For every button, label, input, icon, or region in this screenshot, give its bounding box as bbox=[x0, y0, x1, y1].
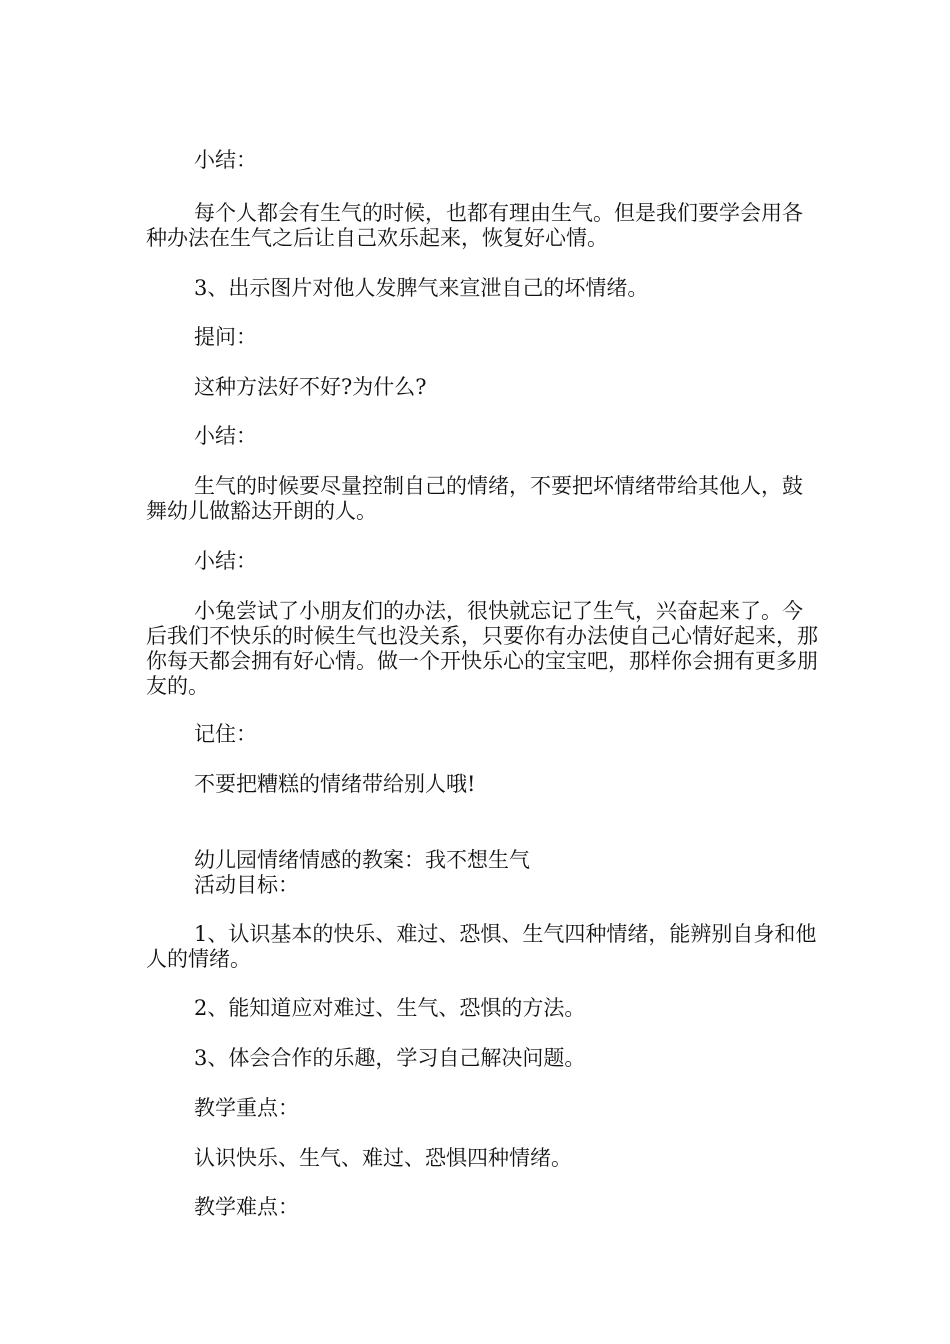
paragraph-objective-3: 3、体会合作的乐趣，学习自己解决问题。 bbox=[194, 1046, 586, 1070]
paragraph-objective-2: 2、能知道应对难过、生气、恐惧的方法。 bbox=[194, 996, 586, 1020]
paragraph-summary-1: 每个人都会有生气的时候，也都有理由生气。但是我们要学会用各种办法在生气之后让自己欢乐起来，恢复好心情。 bbox=[146, 201, 803, 250]
paragraph-summary-3: 小兔尝试了小朋友们的办法，很快就忘记了生气，兴奋起来了。今后我们不快乐的时候生气也没关系，只要你有办法使自己心情好起来，那你每天都会拥有好心情。做一个开快乐心的宝宝吧，那样你会拥有更多朋友的。 bbox=[146, 599, 818, 698]
paragraph-question-heading: 提问： bbox=[194, 325, 257, 349]
lesson-title: 幼儿园情绪情感的教案：我不想生气 bbox=[194, 848, 530, 872]
paragraph-question: 这种方法好不好?为什么? bbox=[194, 375, 427, 399]
paragraph-objective-1: 1、认识基本的快乐、难过、恐惧、生气四种情绪，能辨别自身和他人的情绪。 bbox=[146, 922, 817, 971]
paragraph-remember: 不要把糟糕的情绪带给别人哦! bbox=[194, 772, 476, 796]
paragraph-summary-heading-1: 小结： bbox=[194, 148, 257, 172]
paragraph-key-points: 认识快乐、生气、难过、恐惧四种情绪。 bbox=[194, 1146, 572, 1170]
document-page bbox=[146, 0, 818, 1344]
paragraph-difficulties-heading: 教学难点： bbox=[194, 1195, 299, 1219]
paragraph-objectives-heading: 活动目标： bbox=[194, 873, 299, 897]
paragraph-key-points-heading: 教学重点： bbox=[194, 1096, 299, 1120]
paragraph-summary-heading-3: 小结： bbox=[194, 549, 257, 573]
paragraph-summary-2: 生气的时候要尽量控制自己的情绪，不要把坏情绪带给其他人，鼓舞幼儿做豁达开朗的人。 bbox=[146, 474, 803, 523]
paragraph-step-3-picture: 3、出示图片对他人发脾气来宣泄自己的坏情绪。 bbox=[194, 276, 649, 300]
paragraph-remember-heading: 记住： bbox=[194, 722, 257, 746]
paragraph-summary-heading-2: 小结： bbox=[194, 424, 257, 448]
